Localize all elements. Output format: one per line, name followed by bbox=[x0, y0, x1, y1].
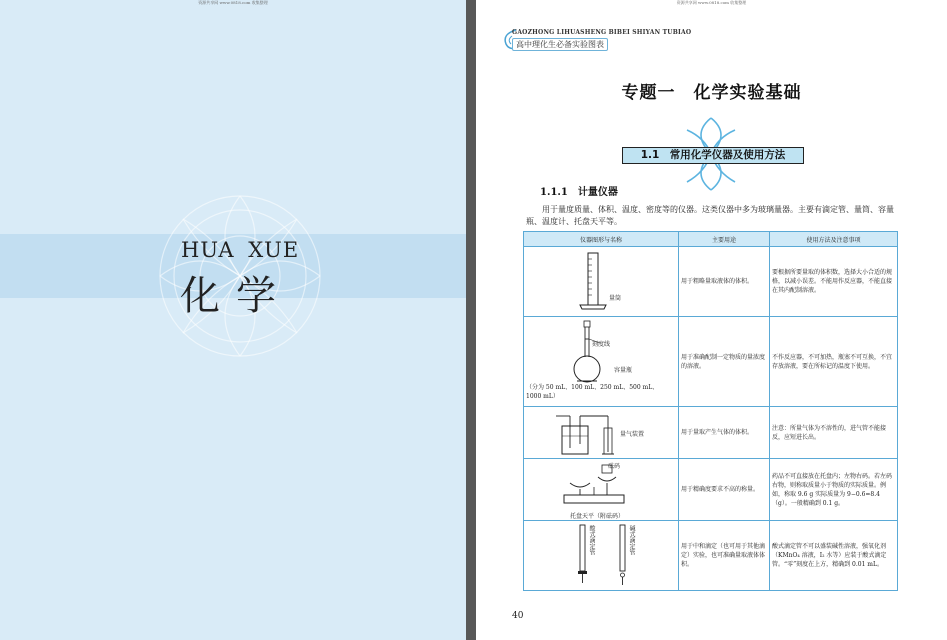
instrument-figure-cell bbox=[524, 459, 679, 521]
use-cell: 用于粗略量取液体的体积。 bbox=[679, 247, 770, 317]
instrument-label: 碱式滴定管 bbox=[628, 525, 635, 555]
right-page bbox=[476, 0, 947, 640]
running-header-en: GAOZHONG LIHUASHENG BIBEI SHIYAN TUBIAO bbox=[512, 29, 692, 36]
table-header-row bbox=[524, 232, 898, 247]
instrument-figure-cell bbox=[524, 317, 679, 407]
instrument-figure-cell bbox=[524, 521, 679, 591]
use-cell: 用于精确度要求不高的称量。 bbox=[679, 459, 770, 521]
subsection-title: 1.1.1 计量仪器 bbox=[540, 187, 618, 198]
use-cell: 用于准确配制一定物质的量浓度的溶液。 bbox=[679, 317, 770, 407]
note-cell: 不作反应器，不可加热，瓶塞不可互换，不宜存放溶液，要在所标记的温度下使用。 bbox=[770, 317, 898, 407]
table-row bbox=[524, 317, 898, 407]
table-row bbox=[524, 407, 898, 459]
chapter-title: 专题一 化学实验基础 bbox=[621, 83, 802, 103]
section-title: 1.1 常用化学仪器及使用方法 bbox=[622, 147, 804, 164]
tray-balance-icon bbox=[554, 461, 634, 509]
table-header-cell: 主要用途 bbox=[679, 232, 770, 247]
use-cell: 用于中和滴定（也可用于其他滴定）实验，也可准确量取液体体积。 bbox=[679, 521, 770, 591]
cover-title-en: HUA XUE bbox=[181, 238, 300, 262]
instrument-label: 托盘天平（附砝码） bbox=[570, 513, 625, 520]
instrument-label: 酸式滴定管 bbox=[588, 525, 595, 555]
instrument-label: 量筒 bbox=[609, 295, 622, 302]
instrument-label: 刻度线 bbox=[592, 341, 611, 348]
intro-paragraph: 用于量度质量、体积、温度、密度等的仪器。这类仪器中多为玻璃量器。主要有滴定管、量筒、容量瓶、温度计、托盘天平等。 bbox=[526, 205, 894, 226]
cover-title-zh: 化学 bbox=[180, 273, 292, 319]
running-header-zh: 高中理化生必备实验图表 bbox=[512, 38, 608, 51]
instrument-label: 砝码 bbox=[608, 463, 621, 470]
instrument-label: 量气装置 bbox=[620, 431, 645, 438]
instrument-table bbox=[523, 231, 898, 591]
table-row bbox=[524, 521, 898, 591]
table-row bbox=[524, 247, 898, 317]
table-header-cell: 使用方法及注意事项 bbox=[770, 232, 898, 247]
volumetric-flask-icon bbox=[562, 319, 622, 385]
instrument-figure-cell bbox=[524, 247, 679, 317]
page-gutter bbox=[466, 0, 476, 640]
table-header-cell: 仪器图形与名称 bbox=[524, 232, 679, 247]
table-row bbox=[524, 459, 898, 521]
instrument-label: 容量瓶 bbox=[614, 367, 633, 374]
note-cell: 要根据所要量取的体积数，选择大小合适的规格，以减小误差。不能用作反应器，不能直接在其内配制溶液。 bbox=[770, 247, 898, 317]
note-cell: 药品不可直接放在托盘内；左物右码。若左码右物，则称取质量小于物质的实际质量。例如，称取 9.6 g 实际质量为 9−0.6=8.4（g）。一般精确到 0.1 g。 bbox=[770, 459, 898, 521]
note-cell: 注意：所量气体为不溶性的，进气管不能接反，应短进长出。 bbox=[770, 407, 898, 459]
instrument-label: （分为 50 mL、100 mL、250 mL、500 mL、1000 mL） bbox=[526, 384, 659, 400]
left-page bbox=[0, 0, 466, 640]
use-cell: 用于量取产生气体的体积。 bbox=[679, 407, 770, 459]
note-cell: 酸式滴定管不可以盛装碱性溶液，强氧化剂（KMnO₄ 溶液，I₂ 水等）应装于酸式滴定管。“零”刻度在上方，精确到 0.01 mL。 bbox=[770, 521, 898, 591]
page-number: 40 bbox=[512, 611, 524, 621]
left-page-watermark-text: 资源共享网 www.0818.com 收集整理 bbox=[198, 0, 268, 5]
right-page-watermark-text: 资源共享网 www.0818.com 收集整理 bbox=[676, 0, 747, 5]
instrument-figure-cell bbox=[524, 407, 679, 459]
graduated-cylinder-icon bbox=[574, 249, 634, 315]
